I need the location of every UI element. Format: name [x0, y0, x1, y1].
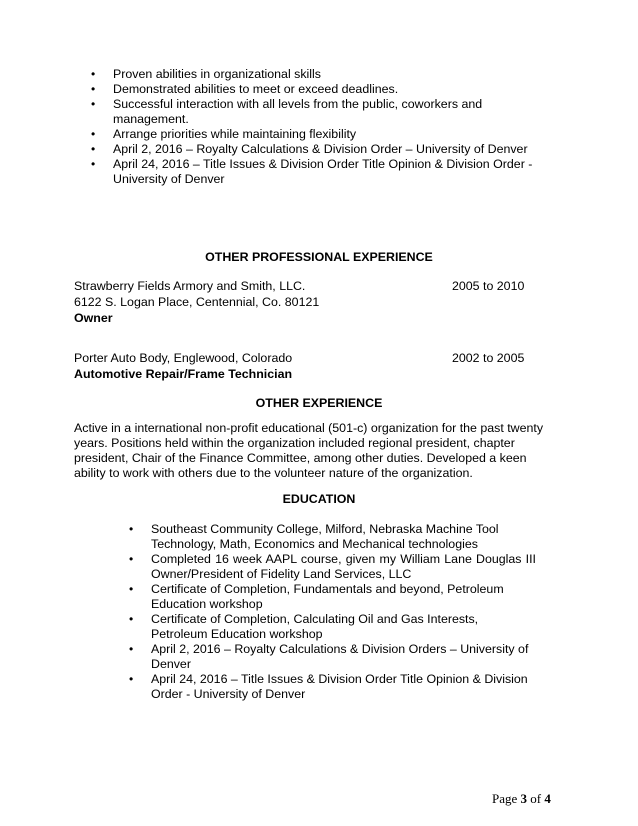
bullet-icon: •: [91, 67, 96, 81]
other-experience-paragraph: Active in a international non-profit educational (501-c) organization for the past twenty years. Positions held within the organization included regional president, chapter president, Chair of the Finance Committee, among other duties. Developed a keen ability to work with others due to the volunteer nature of the organization.: [74, 421, 544, 480]
list-item: [91, 82, 543, 97]
list-item: [129, 672, 536, 702]
list-item: [91, 127, 543, 142]
list-item-text: Successful interaction with all levels from the public, coworkers and management.: [113, 97, 483, 126]
list-item-text: Certificate of Completion, Fundamentals and beyond, Petroleum Education workshop: [151, 582, 504, 611]
list-item-text: April 24, 2016 – Title Issues & Division Order Title Opinion & Division Order - University of Denver: [113, 157, 533, 186]
bullet-icon: •: [129, 582, 134, 596]
list-item-text: Southeast Community College, Milford, Nebraska Machine Tool Technology, Math, Economics and Mechanical technologies: [151, 522, 499, 551]
job-dates: 2002 to 2005: [452, 351, 525, 365]
job-address: 6122 S. Logan Place, Centennial, Co. 80121: [74, 295, 320, 309]
list-item: [91, 142, 543, 157]
bullet-icon: •: [129, 612, 134, 626]
list-item-text: April 2, 2016 – Royalty Calculations & Division Orders – University of Denver: [151, 642, 529, 671]
list-item-text: Proven abilities in organizational skills: [113, 67, 321, 81]
bullet-icon: •: [129, 522, 134, 536]
job-header-row: [74, 351, 544, 367]
job-entry: [74, 279, 544, 327]
bullet-icon: •: [91, 127, 96, 141]
list-item: [91, 97, 543, 127]
list-item: [129, 642, 536, 672]
skills-bullet-list: [91, 67, 543, 187]
other-professional-experience-heading: OTHER PROFESSIONAL EXPERIENCE: [205, 250, 433, 264]
job-entry: [74, 351, 544, 383]
job-employer: Porter Auto Body, Englewood, Colorado: [74, 351, 293, 365]
job-title: Automotive Repair/Frame Technician: [74, 367, 293, 381]
page-label: Page: [492, 791, 518, 806]
bullet-icon: •: [129, 672, 134, 686]
bullet-icon: •: [129, 642, 134, 656]
list-item: [129, 552, 536, 582]
list-item-text: April 2, 2016 – Royalty Calculations & Division Order – University of Denver: [113, 142, 528, 156]
list-item-text: Certificate of Completion, Calculating Oil and Gas Interests, Petroleum Education workshop: [151, 612, 479, 641]
other-experience-heading: OTHER EXPERIENCE: [255, 396, 383, 410]
list-item-text: Completed 16 week AAPL course, given my William Lane Douglas III Owner/President of Fidelity Land Services, LLC: [151, 552, 536, 581]
current-page-number: 3: [520, 791, 528, 806]
page-footer: [492, 791, 551, 806]
job-title: Owner: [74, 311, 113, 325]
list-item-text: April 24, 2016 – Title Issues & Division Order Title Opinion & Division Order - University of Denver: [151, 672, 528, 701]
list-item: [129, 522, 536, 552]
bullet-icon: •: [91, 157, 96, 171]
list-item: [129, 582, 536, 612]
bullet-icon: •: [129, 552, 134, 566]
list-item-text: Demonstrated abilities to meet or exceed deadlines.: [113, 82, 399, 96]
job-employer: Strawberry Fields Armory and Smith, LLC.: [74, 279, 306, 293]
bullet-icon: •: [91, 82, 96, 96]
total-pages-number: 4: [544, 791, 551, 806]
education-bullet-list: [129, 522, 536, 702]
bullet-icon: •: [91, 142, 96, 156]
list-item: [91, 67, 543, 82]
of-label: of: [530, 791, 542, 806]
bullet-icon: •: [91, 97, 96, 111]
list-item-text: Arrange priorities while maintaining flexibility: [113, 127, 357, 141]
education-heading: EDUCATION: [282, 492, 356, 506]
job-dates: 2005 to 2010: [452, 279, 525, 293]
list-item: [129, 612, 536, 642]
list-item: [91, 157, 543, 187]
job-header-row: [74, 279, 544, 295]
